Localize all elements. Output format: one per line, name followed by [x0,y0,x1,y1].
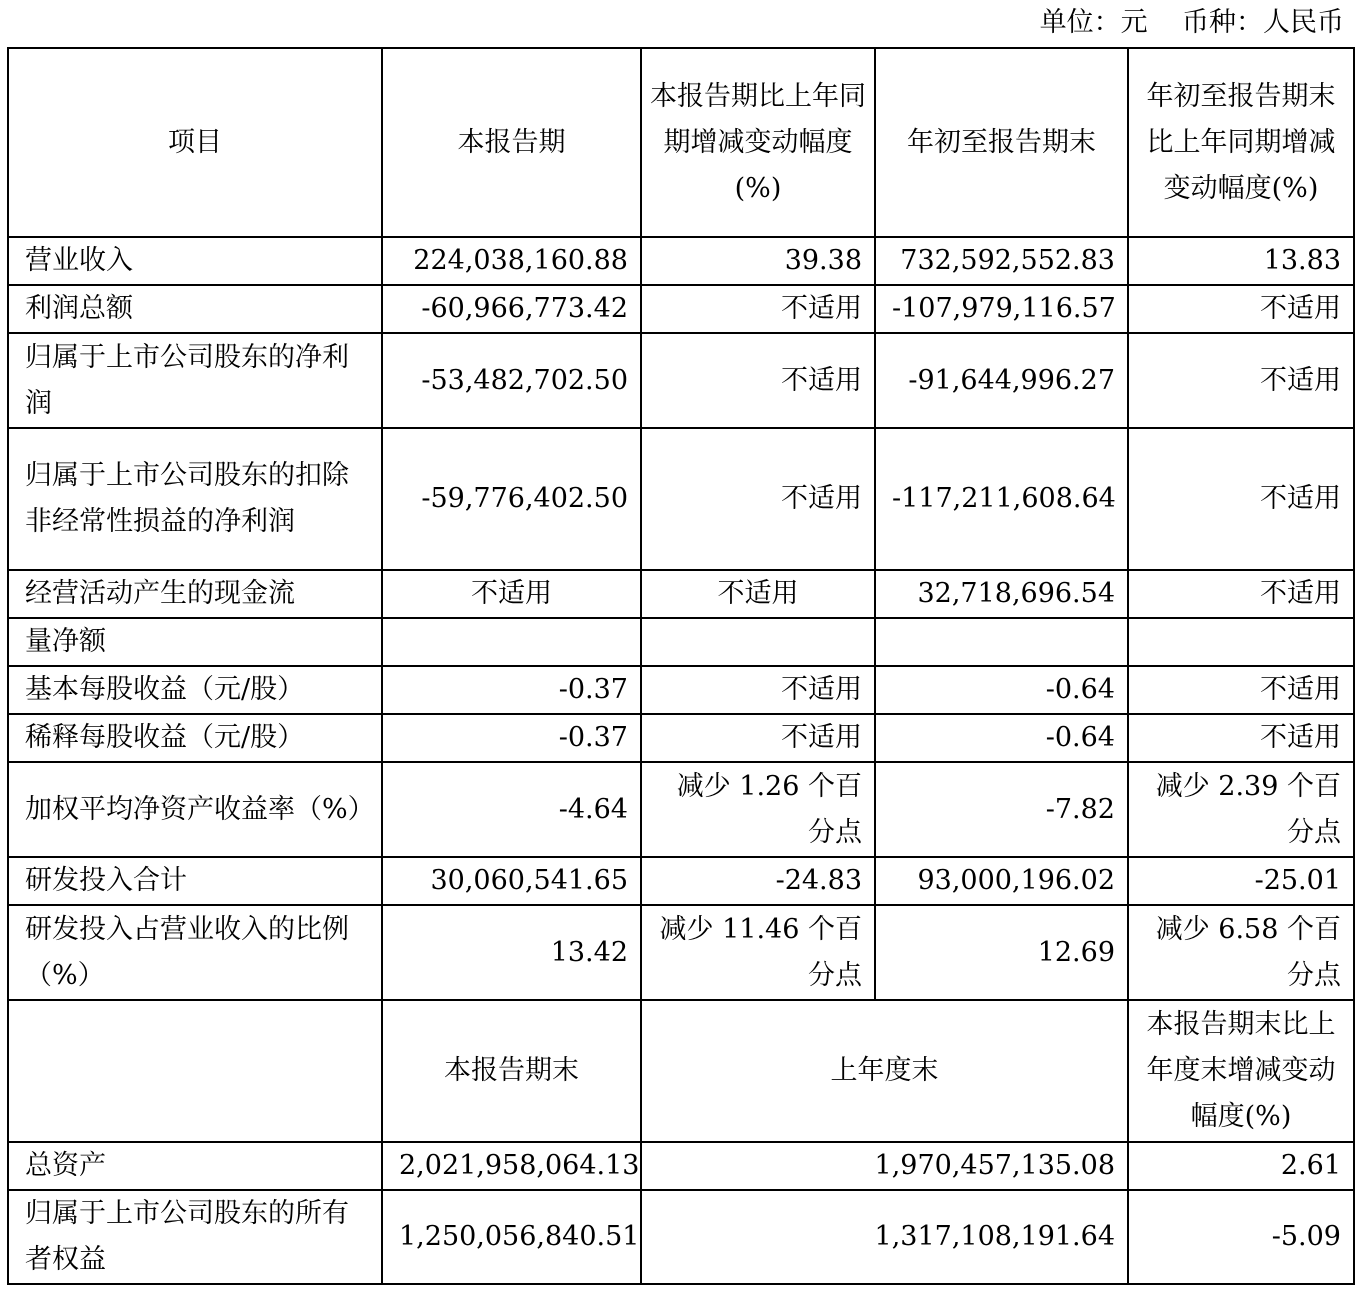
cell-prior-year-end: 1,317,108,191.64 [641,1190,1128,1284]
cell-ytd [875,618,1128,666]
cell-current-change: 减少 1.26 个百分点 [641,762,875,857]
table-row [8,762,1354,857]
cell-ytd-change: 不适用 [1128,714,1354,762]
table-row [8,666,1354,714]
cell-ytd: -0.64 [875,666,1128,714]
cell-ytd-change: 减少 6.58 个百分点 [1128,905,1354,1000]
table-header-row [8,48,1354,237]
cell-current-change: 不适用 [641,714,875,762]
table-row [8,1142,1354,1190]
cell-ytd-change: 不适用 [1128,666,1354,714]
cell-current: -0.37 [382,666,641,714]
cell-current-change: 不适用 [641,428,875,570]
table-row [8,714,1354,762]
header-item: 项目 [8,48,382,237]
row-label: 研发投入占营业收入的比例（%） [8,905,382,1000]
cell-ytd-change: 不适用 [1128,285,1354,333]
cell-current: 30,060,541.65 [382,857,641,905]
cell-current-change: 不适用 [641,570,875,618]
cell-ytd: -117,211,608.64 [875,428,1128,570]
header-prior-year-end: 上年度末 [641,1000,1128,1142]
cell-ytd: 32,718,696.54 [875,570,1128,618]
cell-current: 不适用 [382,570,641,618]
row-label: 基本每股收益（元/股） [8,666,382,714]
table-row [8,618,1354,666]
cell-ytd: -91,644,996.27 [875,333,1128,428]
cell-ytd-change: 13.83 [1128,237,1354,285]
header-period-end: 本报告期末 [382,1000,641,1142]
row-label: 归属于上市公司股东的净利润 [8,333,382,428]
header-current-change: 本报告期比上年同期增减变动幅度(%) [641,48,875,237]
row-label: 量净额 [8,618,382,666]
cell-current: -60,966,773.42 [382,285,641,333]
cell-ytd: 93,000,196.02 [875,857,1128,905]
cell-current-change: 不适用 [641,666,875,714]
row-label: 利润总额 [8,285,382,333]
table-row [8,428,1354,570]
cell-ytd-change: 减少 2.39 个百分点 [1128,762,1354,857]
row-label: 总资产 [8,1142,382,1190]
row-label: 加权平均净资产收益率（%） [8,762,382,857]
row-label: 营业收入 [8,237,382,285]
cell-period-end: 2,021,958,064.13 [382,1142,641,1190]
cell-current: -53,482,702.50 [382,333,641,428]
row-label: 研发投入合计 [8,857,382,905]
header-ytd: 年初至报告期末 [875,48,1128,237]
cell-current: 224,038,160.88 [382,237,641,285]
cell-current [382,618,641,666]
cell-ytd: -7.82 [875,762,1128,857]
table-row [8,333,1354,428]
cell-current: -59,776,402.50 [382,428,641,570]
cell-current-change: 减少 11.46 个百分点 [641,905,875,1000]
cell-current: -0.37 [382,714,641,762]
cell-ytd-change: 不适用 [1128,333,1354,428]
balance-header-blank [8,1000,382,1142]
header-ytd-change: 年初至报告期末比上年同期增减变动幅度(%) [1128,48,1354,237]
cell-ytd-change: -25.01 [1128,857,1354,905]
cell-balance-change: -5.09 [1128,1190,1354,1284]
cell-ytd: 12.69 [875,905,1128,1000]
cell-current-change [641,618,875,666]
unit-currency-note: 单位：元 币种：人民币 [1039,7,1344,38]
cell-ytd-change: 不适用 [1128,428,1354,570]
cell-ytd: -107,979,116.57 [875,285,1128,333]
row-label: 归属于上市公司股东的所有者权益 [8,1190,382,1284]
header-balance-change: 本报告期末比上年度末增减变动幅度(%) [1128,1000,1354,1142]
header-current-period: 本报告期 [382,48,641,237]
table-row [8,237,1354,285]
table-row [8,905,1354,1000]
table-row [8,570,1354,618]
cell-prior-year-end: 1,970,457,135.08 [641,1142,1128,1190]
cell-balance-change: 2.61 [1128,1142,1354,1190]
table-row [8,1190,1354,1284]
balance-header-row [8,1000,1354,1142]
cell-ytd: 732,592,552.83 [875,237,1128,285]
row-label: 经营活动产生的现金流 [8,570,382,618]
cell-ytd-change [1128,618,1354,666]
cell-current-change: 不适用 [641,333,875,428]
table-row [8,285,1354,333]
cell-ytd-change: 不适用 [1128,570,1354,618]
cell-current-change: 39.38 [641,237,875,285]
cell-period-end: 1,250,056,840.51 [382,1190,641,1284]
cell-current-change: 不适用 [641,285,875,333]
table-row [8,857,1354,905]
cell-ytd: -0.64 [875,714,1128,762]
row-label: 归属于上市公司股东的扣除非经常性损益的净利润 [8,428,382,570]
cell-current-change: -24.83 [641,857,875,905]
cell-current: -4.64 [382,762,641,857]
key-financial-data-table [7,47,1355,1285]
cell-current: 13.42 [382,905,641,1000]
row-label: 稀释每股收益（元/股） [8,714,382,762]
